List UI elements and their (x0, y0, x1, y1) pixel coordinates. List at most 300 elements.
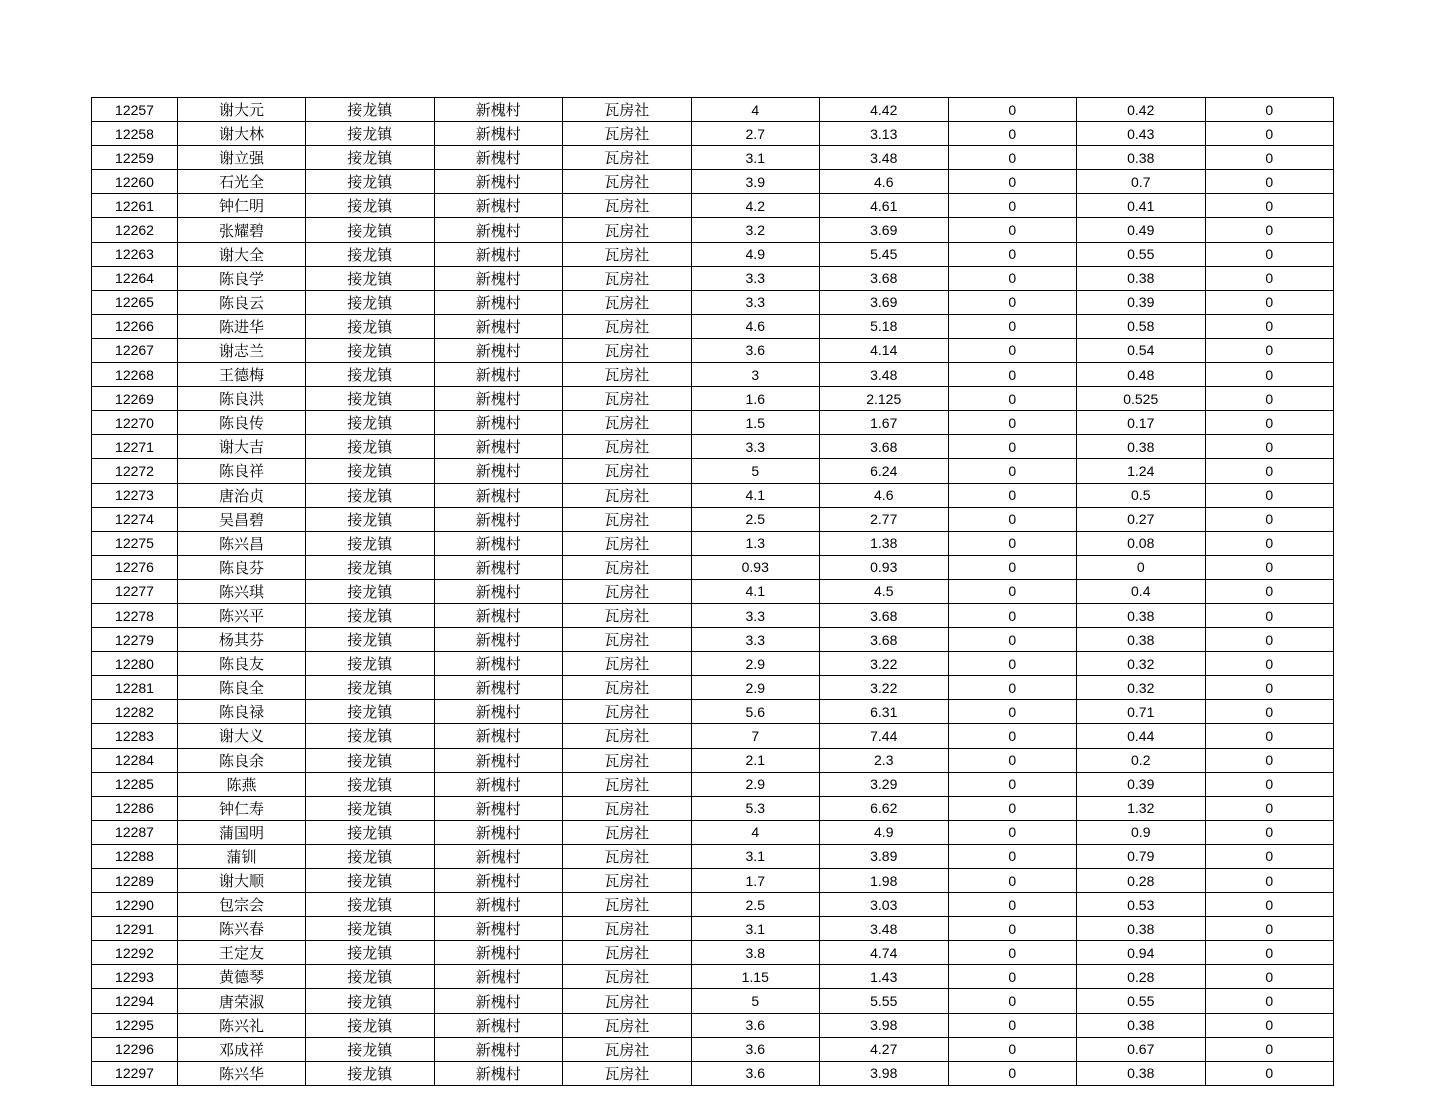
value-b-cell: 1.43 (820, 965, 949, 989)
table-row (92, 724, 1334, 748)
village-cell: 新槐村 (434, 844, 563, 868)
value-b-cell: 3.48 (820, 146, 949, 170)
group-cell: 瓦房社 (563, 676, 692, 700)
value-e-cell: 0 (1205, 555, 1334, 579)
village-cell: 新槐村 (434, 242, 563, 266)
name-cell: 陈良祥 (178, 459, 306, 483)
id-cell: 12267 (92, 338, 178, 362)
value-d-cell: 0.55 (1077, 242, 1206, 266)
value-b-cell: 3.69 (820, 290, 949, 314)
value-c-cell: 0 (948, 1061, 1077, 1085)
village-cell: 新槐村 (434, 194, 563, 218)
group-cell: 瓦房社 (563, 1013, 692, 1037)
value-d-cell: 0.32 (1077, 676, 1206, 700)
value-b-cell: 6.24 (820, 459, 949, 483)
table-row (92, 1061, 1334, 1085)
value-e-cell: 0 (1205, 1061, 1334, 1085)
id-cell: 12283 (92, 724, 178, 748)
table-row (92, 700, 1334, 724)
value-c-cell: 0 (948, 869, 1077, 893)
name-cell: 蒲国明 (178, 820, 306, 844)
group-cell: 瓦房社 (563, 555, 692, 579)
value-a-cell: 1.5 (691, 411, 820, 435)
name-cell: 陈兴平 (178, 603, 306, 627)
group-cell: 瓦房社 (563, 411, 692, 435)
id-cell: 12280 (92, 652, 178, 676)
id-cell: 12295 (92, 1013, 178, 1037)
village-cell: 新槐村 (434, 579, 563, 603)
value-e-cell: 0 (1205, 411, 1334, 435)
value-c-cell: 0 (948, 772, 1077, 796)
id-cell: 12287 (92, 820, 178, 844)
value-b-cell: 4.5 (820, 579, 949, 603)
value-e-cell: 0 (1205, 603, 1334, 627)
value-a-cell: 3.6 (691, 338, 820, 362)
table-row (92, 772, 1334, 796)
id-cell: 12297 (92, 1061, 178, 1085)
value-c-cell: 0 (948, 941, 1077, 965)
table-row (92, 989, 1334, 1013)
value-c-cell: 0 (948, 820, 1077, 844)
value-b-cell: 3.68 (820, 266, 949, 290)
value-c-cell: 0 (948, 363, 1077, 387)
value-d-cell: 0.71 (1077, 700, 1206, 724)
value-a-cell: 1.6 (691, 387, 820, 411)
id-cell: 12271 (92, 435, 178, 459)
id-cell: 12264 (92, 266, 178, 290)
value-a-cell: 3 (691, 363, 820, 387)
id-cell: 12290 (92, 893, 178, 917)
value-e-cell: 0 (1205, 844, 1334, 868)
value-e-cell: 0 (1205, 98, 1334, 122)
group-cell: 瓦房社 (563, 652, 692, 676)
id-cell: 12278 (92, 603, 178, 627)
value-e-cell: 0 (1205, 338, 1334, 362)
value-b-cell: 3.48 (820, 917, 949, 941)
value-d-cell: 0.38 (1077, 1061, 1206, 1085)
table-row (92, 579, 1334, 603)
name-cell: 谢立强 (178, 146, 306, 170)
town-cell: 接龙镇 (306, 1013, 435, 1037)
group-cell: 瓦房社 (563, 170, 692, 194)
value-c-cell: 0 (948, 122, 1077, 146)
town-cell: 接龙镇 (306, 314, 435, 338)
group-cell: 瓦房社 (563, 218, 692, 242)
id-cell: 12262 (92, 218, 178, 242)
town-cell: 接龙镇 (306, 796, 435, 820)
value-c-cell: 0 (948, 893, 1077, 917)
id-cell: 12265 (92, 290, 178, 314)
value-c-cell: 0 (948, 218, 1077, 242)
group-cell: 瓦房社 (563, 700, 692, 724)
table-row (92, 314, 1334, 338)
value-b-cell: 5.18 (820, 314, 949, 338)
town-cell: 接龙镇 (306, 844, 435, 868)
table-row (92, 917, 1334, 941)
village-cell: 新槐村 (434, 1037, 563, 1061)
town-cell: 接龙镇 (306, 917, 435, 941)
value-d-cell: 0.38 (1077, 435, 1206, 459)
value-e-cell: 0 (1205, 290, 1334, 314)
group-cell: 瓦房社 (563, 893, 692, 917)
value-b-cell: 3.22 (820, 652, 949, 676)
town-cell: 接龙镇 (306, 748, 435, 772)
value-e-cell: 0 (1205, 459, 1334, 483)
table-row (92, 748, 1334, 772)
value-d-cell: 0.94 (1077, 941, 1206, 965)
value-e-cell: 0 (1205, 965, 1334, 989)
id-cell: 12260 (92, 170, 178, 194)
value-a-cell: 4.2 (691, 194, 820, 218)
name-cell: 谢大全 (178, 242, 306, 266)
value-a-cell: 3.6 (691, 1061, 820, 1085)
table-row (92, 290, 1334, 314)
village-cell: 新槐村 (434, 338, 563, 362)
name-cell: 谢志兰 (178, 338, 306, 362)
value-b-cell: 4.74 (820, 941, 949, 965)
id-cell: 12266 (92, 314, 178, 338)
name-cell: 陈良学 (178, 266, 306, 290)
value-e-cell: 0 (1205, 507, 1334, 531)
value-a-cell: 4 (691, 820, 820, 844)
value-d-cell: 0.39 (1077, 772, 1206, 796)
value-b-cell: 6.62 (820, 796, 949, 820)
value-c-cell: 0 (948, 748, 1077, 772)
table-row (92, 194, 1334, 218)
value-b-cell: 4.42 (820, 98, 949, 122)
name-cell: 钟仁明 (178, 194, 306, 218)
table-row (92, 218, 1334, 242)
value-a-cell: 1.7 (691, 869, 820, 893)
group-cell: 瓦房社 (563, 941, 692, 965)
village-cell: 新槐村 (434, 531, 563, 555)
village-cell: 新槐村 (434, 603, 563, 627)
group-cell: 瓦房社 (563, 98, 692, 122)
id-cell: 12279 (92, 628, 178, 652)
value-b-cell: 3.68 (820, 628, 949, 652)
village-cell: 新槐村 (434, 387, 563, 411)
value-c-cell: 0 (948, 194, 1077, 218)
town-cell: 接龙镇 (306, 700, 435, 724)
value-e-cell: 0 (1205, 194, 1334, 218)
table-row (92, 820, 1334, 844)
id-cell: 12286 (92, 796, 178, 820)
table-row (92, 435, 1334, 459)
id-cell: 12282 (92, 700, 178, 724)
name-cell: 吴昌碧 (178, 507, 306, 531)
value-b-cell: 5.45 (820, 242, 949, 266)
value-c-cell: 0 (948, 965, 1077, 989)
table-body (92, 98, 1334, 1086)
table-row (92, 122, 1334, 146)
town-cell: 接龙镇 (306, 652, 435, 676)
value-e-cell: 0 (1205, 579, 1334, 603)
group-cell: 瓦房社 (563, 459, 692, 483)
value-e-cell: 0 (1205, 652, 1334, 676)
name-cell: 蒲钏 (178, 844, 306, 868)
village-cell: 新槐村 (434, 941, 563, 965)
value-b-cell: 1.67 (820, 411, 949, 435)
id-cell: 12270 (92, 411, 178, 435)
town-cell: 接龙镇 (306, 459, 435, 483)
value-a-cell: 4.6 (691, 314, 820, 338)
name-cell: 陈良芬 (178, 555, 306, 579)
table-row (92, 941, 1334, 965)
name-cell: 包宗会 (178, 893, 306, 917)
value-a-cell: 3.3 (691, 290, 820, 314)
value-a-cell: 3.1 (691, 917, 820, 941)
value-a-cell: 0.93 (691, 555, 820, 579)
id-cell: 12263 (92, 242, 178, 266)
value-d-cell: 0.79 (1077, 844, 1206, 868)
group-cell: 瓦房社 (563, 266, 692, 290)
value-c-cell: 0 (948, 1013, 1077, 1037)
value-a-cell: 3.6 (691, 1013, 820, 1037)
village-cell: 新槐村 (434, 507, 563, 531)
table-row (92, 893, 1334, 917)
group-cell: 瓦房社 (563, 772, 692, 796)
value-d-cell: 0.4 (1077, 579, 1206, 603)
id-cell: 12257 (92, 98, 178, 122)
value-a-cell: 4.1 (691, 579, 820, 603)
town-cell: 接龙镇 (306, 869, 435, 893)
value-c-cell: 0 (948, 242, 1077, 266)
value-b-cell: 6.31 (820, 700, 949, 724)
value-d-cell: 0.38 (1077, 603, 1206, 627)
value-d-cell: 0.38 (1077, 917, 1206, 941)
village-cell: 新槐村 (434, 893, 563, 917)
value-e-cell: 0 (1205, 820, 1334, 844)
value-d-cell: 0.38 (1077, 266, 1206, 290)
value-b-cell: 2.3 (820, 748, 949, 772)
value-a-cell: 4.1 (691, 483, 820, 507)
id-cell: 12277 (92, 579, 178, 603)
village-cell: 新槐村 (434, 1061, 563, 1085)
value-e-cell: 0 (1205, 628, 1334, 652)
value-e-cell: 0 (1205, 893, 1334, 917)
id-cell: 12269 (92, 387, 178, 411)
value-c-cell: 0 (948, 531, 1077, 555)
data-table (91, 97, 1334, 1086)
value-b-cell: 4.9 (820, 820, 949, 844)
value-b-cell: 5.55 (820, 989, 949, 1013)
table-row (92, 411, 1334, 435)
value-e-cell: 0 (1205, 1013, 1334, 1037)
value-c-cell: 0 (948, 628, 1077, 652)
town-cell: 接龙镇 (306, 507, 435, 531)
value-c-cell: 0 (948, 603, 1077, 627)
name-cell: 陈良云 (178, 290, 306, 314)
value-a-cell: 3.3 (691, 603, 820, 627)
id-cell: 12293 (92, 965, 178, 989)
value-a-cell: 3.3 (691, 435, 820, 459)
value-e-cell: 0 (1205, 989, 1334, 1013)
value-c-cell: 0 (948, 483, 1077, 507)
group-cell: 瓦房社 (563, 387, 692, 411)
value-d-cell: 0.17 (1077, 411, 1206, 435)
value-b-cell: 4.27 (820, 1037, 949, 1061)
name-cell: 谢大元 (178, 98, 306, 122)
name-cell: 邓成祥 (178, 1037, 306, 1061)
group-cell: 瓦房社 (563, 603, 692, 627)
value-d-cell: 0.67 (1077, 1037, 1206, 1061)
village-cell: 新槐村 (434, 122, 563, 146)
value-b-cell: 4.61 (820, 194, 949, 218)
id-cell: 12288 (92, 844, 178, 868)
town-cell: 接龙镇 (306, 98, 435, 122)
name-cell: 陈兴春 (178, 917, 306, 941)
value-c-cell: 0 (948, 98, 1077, 122)
value-a-cell: 5.6 (691, 700, 820, 724)
id-cell: 12258 (92, 122, 178, 146)
name-cell: 谢大吉 (178, 435, 306, 459)
village-cell: 新槐村 (434, 965, 563, 989)
group-cell: 瓦房社 (563, 1037, 692, 1061)
name-cell: 钟仁寿 (178, 796, 306, 820)
table-row (92, 98, 1334, 122)
value-d-cell: 0.28 (1077, 869, 1206, 893)
value-c-cell: 0 (948, 844, 1077, 868)
value-e-cell: 0 (1205, 917, 1334, 941)
value-a-cell: 2.7 (691, 122, 820, 146)
value-a-cell: 2.9 (691, 676, 820, 700)
value-d-cell: 1.32 (1077, 796, 1206, 820)
village-cell: 新槐村 (434, 411, 563, 435)
id-cell: 12268 (92, 363, 178, 387)
village-cell: 新槐村 (434, 555, 563, 579)
value-e-cell: 0 (1205, 266, 1334, 290)
name-cell: 谢大顺 (178, 869, 306, 893)
value-e-cell: 0 (1205, 724, 1334, 748)
name-cell: 陈良余 (178, 748, 306, 772)
value-b-cell: 2.125 (820, 387, 949, 411)
table-row (92, 869, 1334, 893)
group-cell: 瓦房社 (563, 965, 692, 989)
value-b-cell: 3.98 (820, 1013, 949, 1037)
name-cell: 陈兴礼 (178, 1013, 306, 1037)
value-c-cell: 0 (948, 459, 1077, 483)
town-cell: 接龙镇 (306, 676, 435, 700)
town-cell: 接龙镇 (306, 603, 435, 627)
village-cell: 新槐村 (434, 290, 563, 314)
town-cell: 接龙镇 (306, 290, 435, 314)
town-cell: 接龙镇 (306, 483, 435, 507)
value-e-cell: 0 (1205, 531, 1334, 555)
town-cell: 接龙镇 (306, 387, 435, 411)
town-cell: 接龙镇 (306, 820, 435, 844)
id-cell: 12285 (92, 772, 178, 796)
id-cell: 12291 (92, 917, 178, 941)
value-d-cell: 0.27 (1077, 507, 1206, 531)
value-a-cell: 7 (691, 724, 820, 748)
group-cell: 瓦房社 (563, 820, 692, 844)
name-cell: 陈兴昌 (178, 531, 306, 555)
value-c-cell: 0 (948, 555, 1077, 579)
name-cell: 唐治贞 (178, 483, 306, 507)
village-cell: 新槐村 (434, 1013, 563, 1037)
town-cell: 接龙镇 (306, 170, 435, 194)
value-a-cell: 2.5 (691, 893, 820, 917)
town-cell: 接龙镇 (306, 242, 435, 266)
village-cell: 新槐村 (434, 170, 563, 194)
name-cell: 王定友 (178, 941, 306, 965)
group-cell: 瓦房社 (563, 338, 692, 362)
name-cell: 陈良禄 (178, 700, 306, 724)
value-c-cell: 0 (948, 338, 1077, 362)
village-cell: 新槐村 (434, 676, 563, 700)
town-cell: 接龙镇 (306, 363, 435, 387)
table-row (92, 146, 1334, 170)
value-b-cell: 2.77 (820, 507, 949, 531)
village-cell: 新槐村 (434, 917, 563, 941)
table-row (92, 1013, 1334, 1037)
village-cell: 新槐村 (434, 772, 563, 796)
name-cell: 陈兴琪 (178, 579, 306, 603)
id-cell: 12272 (92, 459, 178, 483)
value-d-cell: 0.39 (1077, 290, 1206, 314)
id-cell: 12294 (92, 989, 178, 1013)
town-cell: 接龙镇 (306, 555, 435, 579)
village-cell: 新槐村 (434, 146, 563, 170)
value-b-cell: 3.68 (820, 603, 949, 627)
value-d-cell: 0.28 (1077, 965, 1206, 989)
table-row (92, 531, 1334, 555)
value-c-cell: 0 (948, 676, 1077, 700)
value-c-cell: 0 (948, 290, 1077, 314)
value-a-cell: 2.9 (691, 652, 820, 676)
town-cell: 接龙镇 (306, 218, 435, 242)
name-cell: 谢大林 (178, 122, 306, 146)
town-cell: 接龙镇 (306, 941, 435, 965)
value-b-cell: 3.29 (820, 772, 949, 796)
value-a-cell: 5 (691, 459, 820, 483)
value-b-cell: 4.14 (820, 338, 949, 362)
village-cell: 新槐村 (434, 700, 563, 724)
village-cell: 新槐村 (434, 459, 563, 483)
value-b-cell: 4.6 (820, 483, 949, 507)
value-e-cell: 0 (1205, 242, 1334, 266)
value-c-cell: 0 (948, 1037, 1077, 1061)
value-d-cell: 0.38 (1077, 146, 1206, 170)
group-cell: 瓦房社 (563, 146, 692, 170)
value-b-cell: 3.89 (820, 844, 949, 868)
name-cell: 陈兴华 (178, 1061, 306, 1085)
town-cell: 接龙镇 (306, 724, 435, 748)
table-row (92, 965, 1334, 989)
value-e-cell: 0 (1205, 772, 1334, 796)
group-cell: 瓦房社 (563, 844, 692, 868)
value-c-cell: 0 (948, 652, 1077, 676)
town-cell: 接龙镇 (306, 122, 435, 146)
value-e-cell: 0 (1205, 122, 1334, 146)
name-cell: 黄德琴 (178, 965, 306, 989)
group-cell: 瓦房社 (563, 194, 692, 218)
group-cell: 瓦房社 (563, 724, 692, 748)
group-cell: 瓦房社 (563, 531, 692, 555)
id-cell: 12274 (92, 507, 178, 531)
value-e-cell: 0 (1205, 363, 1334, 387)
group-cell: 瓦房社 (563, 748, 692, 772)
town-cell: 接龙镇 (306, 1037, 435, 1061)
value-d-cell: 0.58 (1077, 314, 1206, 338)
id-cell: 12273 (92, 483, 178, 507)
table-row (92, 242, 1334, 266)
table-row (92, 363, 1334, 387)
value-c-cell: 0 (948, 266, 1077, 290)
value-b-cell: 3.98 (820, 1061, 949, 1085)
town-cell: 接龙镇 (306, 411, 435, 435)
village-cell: 新槐村 (434, 314, 563, 338)
